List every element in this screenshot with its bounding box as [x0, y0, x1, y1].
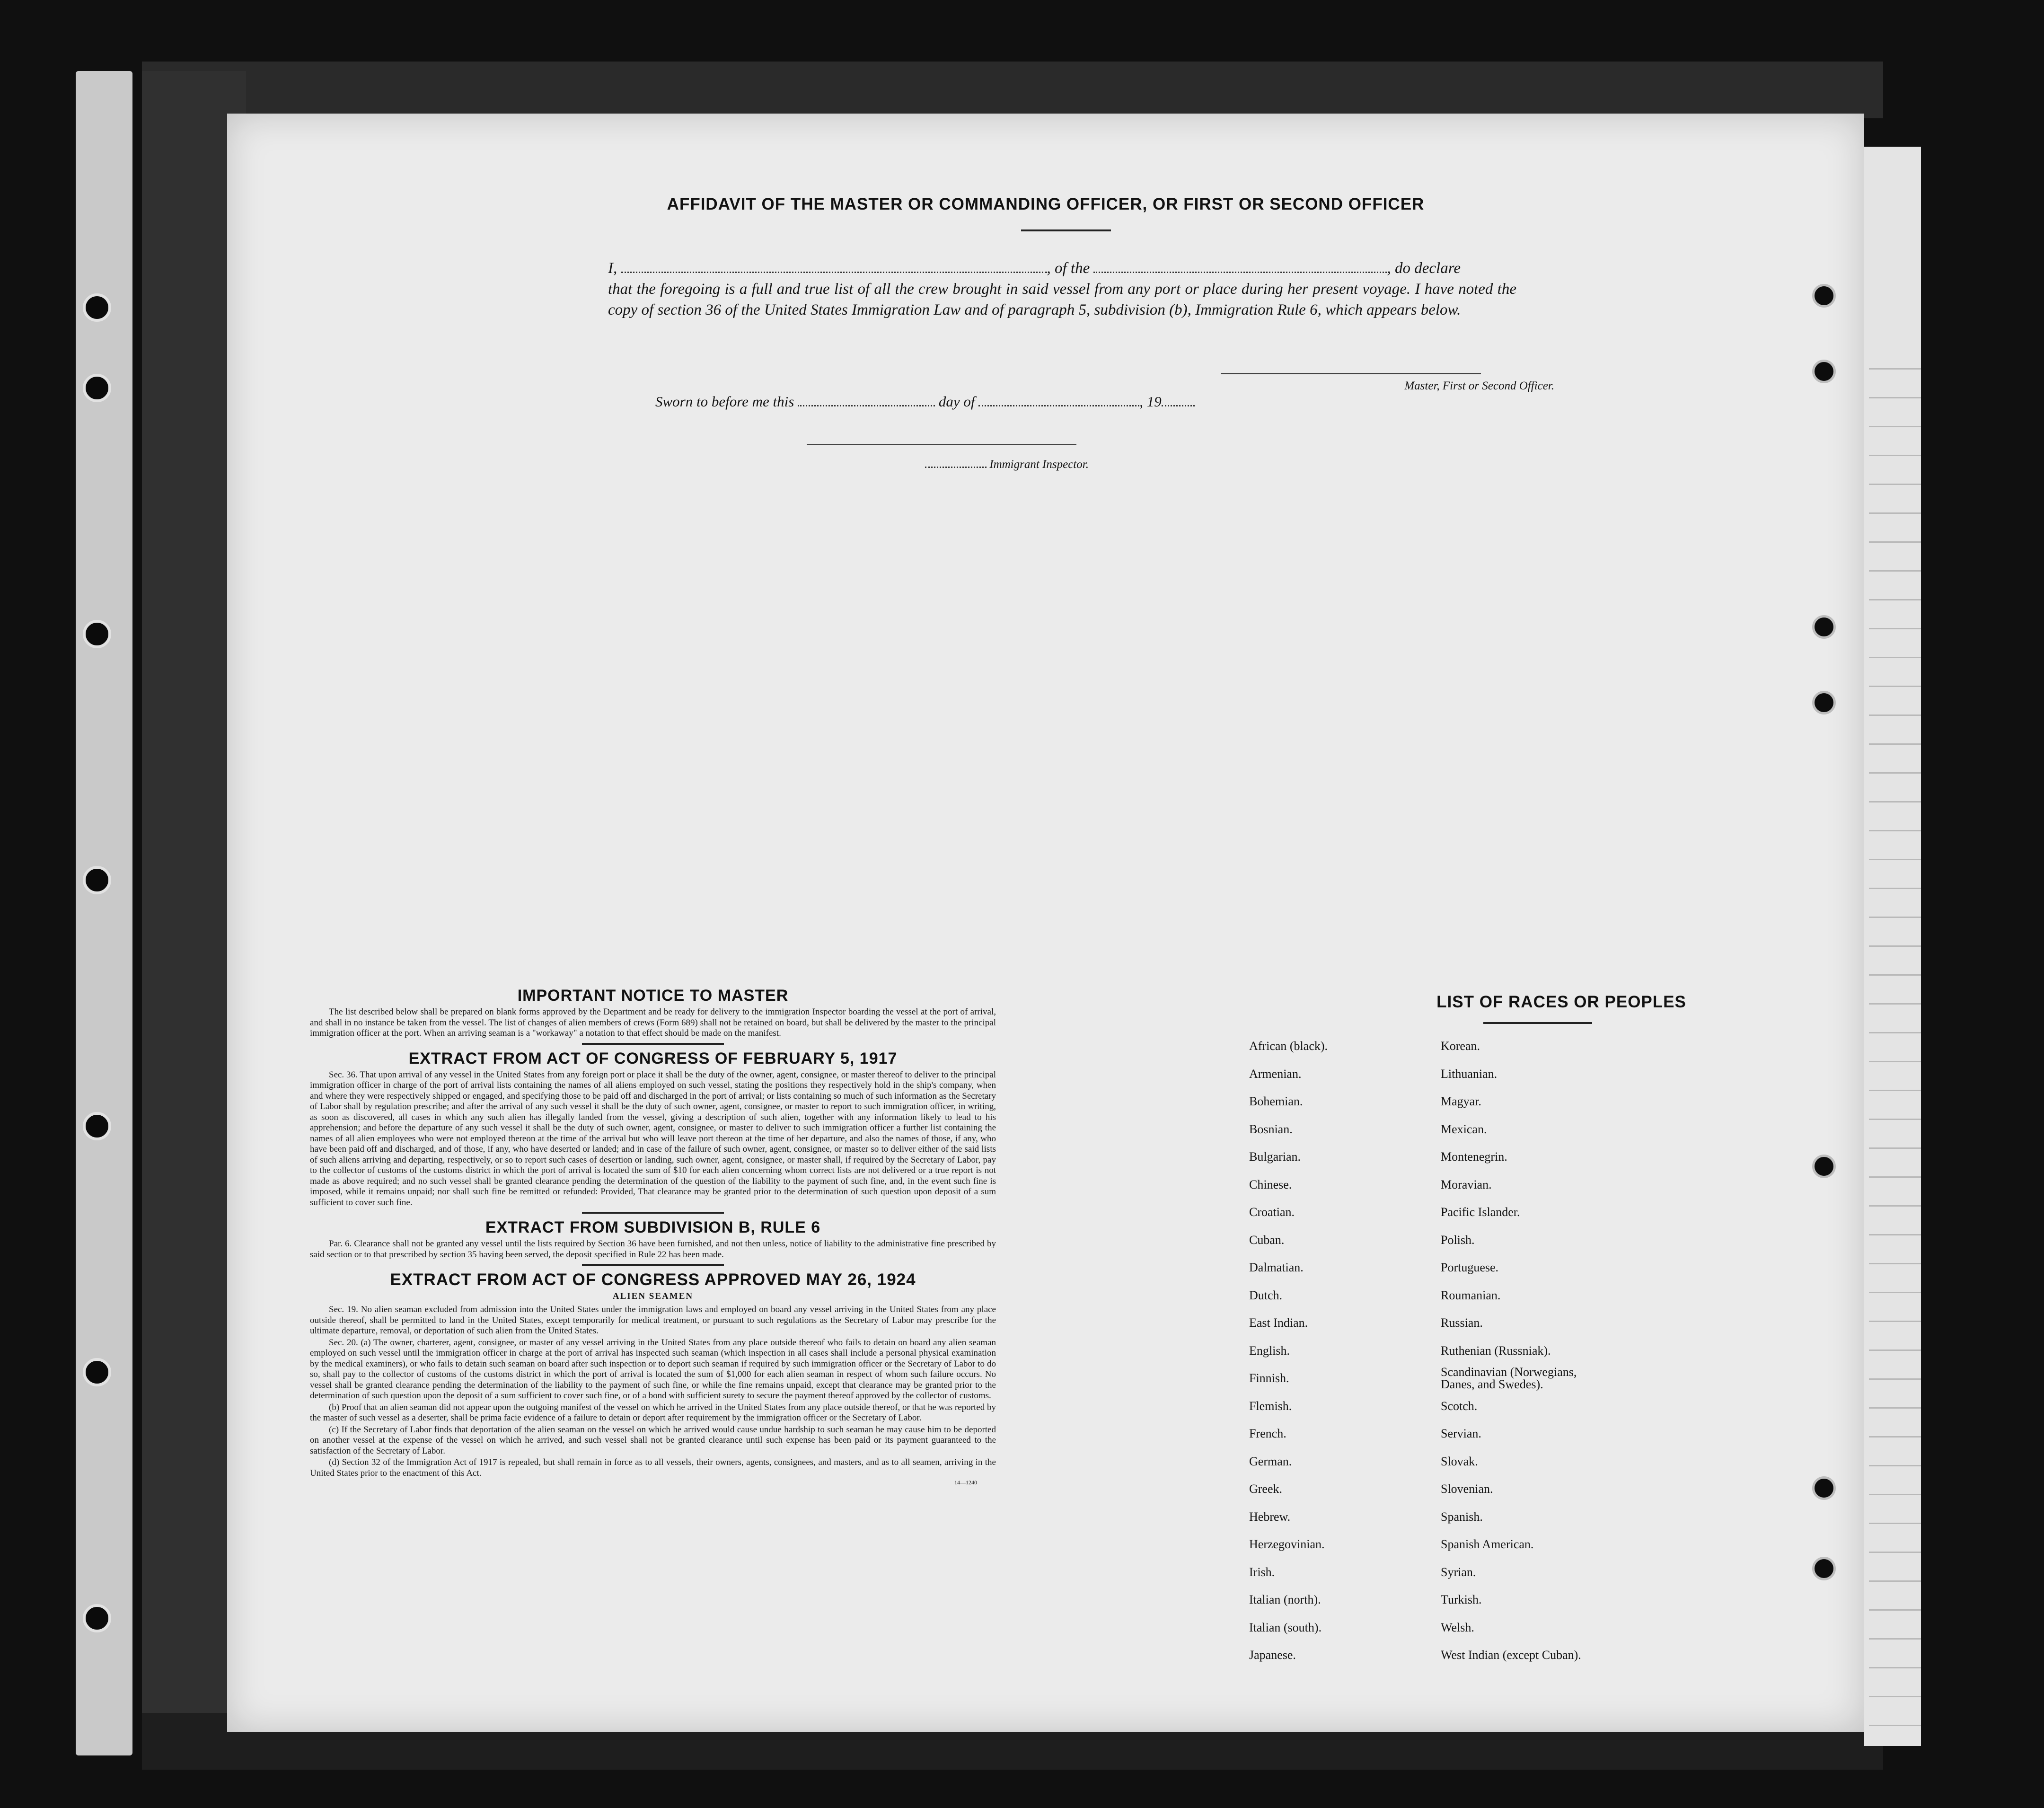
races-title: LIST OF RACES OR PEOPLES — [1436, 993, 1686, 1011]
races-title-rule — [1483, 1022, 1592, 1024]
sworn-year-field[interactable] — [1162, 392, 1195, 406]
race-item: Slovenian. — [1441, 1482, 1493, 1496]
notice-column — [310, 987, 996, 1486]
race-item: Mexican. — [1441, 1122, 1487, 1136]
punch-hole — [1812, 615, 1836, 639]
sworn-day-field[interactable] — [798, 392, 935, 406]
race-item: Russian. — [1441, 1316, 1483, 1330]
race-item: Chinese. — [1249, 1177, 1292, 1191]
sworn-year-label: , 19 — [1139, 393, 1162, 410]
race-item: Spanish. — [1441, 1509, 1483, 1524]
race-item: Welsh. — [1441, 1620, 1474, 1634]
sworn-line — [655, 392, 1195, 410]
race-item: German. — [1249, 1454, 1292, 1468]
inspector-signature-line[interactable] — [807, 444, 1076, 445]
race-item: Greek. — [1249, 1482, 1283, 1496]
extract-rule6-text: Par. 6. Clearance shall not be granted any vessel until the lists required by Section 36 have been furnished, and not then unless, notice of liability to the administrative fine prescribed by said section or to that prescribed by section 35 having been served, the deposit specified in Rule 22 has been made. — [310, 1239, 996, 1260]
manifest-page — [227, 114, 1864, 1732]
race-item: Syrian. — [1441, 1565, 1476, 1579]
binder-hole — [83, 293, 111, 322]
race-item: English. — [1249, 1343, 1290, 1358]
right-margin-holes — [1812, 284, 1841, 1703]
race-item: Flemish. — [1249, 1399, 1292, 1413]
sworn-month-field[interactable] — [978, 392, 1139, 406]
sec-20a-text: Sec. 20. (a) The owner, charterer, agent, consignee, or master of any vessel arriving in the United States from any place outside thereof who fails to detain on board any alien seaman employed on such vessel until the immigration officer in charge at the port of arrival has inspected such seaman (which inspection in all cases shall include a personal physical examination by the medical examiners), or who fails to detain such seaman on board after such inspection or to deport such seaman if required by such immigration officer or the Secretary of Labor to do so, shall pay to the collector of customs of the customs district in which the port of arrival is located the sum of $1,000 for each alien seaman in respect of whom such failure occurs. No vessel shall be granted clearance pending the determination of the liability to the payment of such fine, or while the fine remains unpaid, except that clearance may be granted prior to the determination of such question upon the deposit of a sum sufficient to cover such fine, or of a bond with sufficient surety to secure the payment thereof approved by the collector of customs. — [310, 1337, 996, 1401]
extract-1917-title: EXTRACT FROM ACT OF CONGRESS OF FEBRUARY 5, 1917 — [408, 1049, 898, 1067]
section-rule — [582, 1043, 724, 1045]
affidavit-i-label: I, — [608, 260, 617, 277]
vessel-name-field[interactable] — [1093, 258, 1387, 273]
race-item: Finnish. — [1249, 1371, 1289, 1385]
race-item: Croatian. — [1249, 1205, 1295, 1219]
sec-19-text: Sec. 19. No alien seaman excluded from admission into the United States under the immigration laws and employed on board any vessel arriving in the United States from any place outside thereof, shall be permitted to land in the United States, except temporarily for medical treatment, or pursuant to such regulations as the Secretary of Labor may prescribe for the ultimate departure, removal, or deportation of such alien from the United States. — [310, 1305, 996, 1336]
affidavit-text: that the foregoing is a full and true list of all the crew brought in said vessel from any port or place during her present voyage. I have noted the copy of section 36 of the United States Immigration Law and of paragraph 5, subdivision (b), Immigration Rule 6, which appears below. — [608, 281, 1516, 318]
alien-seamen-subtitle: ALIEN SEAMEN — [612, 1291, 694, 1301]
punch-hole — [1812, 691, 1836, 714]
sec-20d-text: (d) Section 32 of the Immigration Act of 1917 is repealed, but shall remain in force as to all vessels, their owners, agents, consignees, and masters, and as to all seamen, arriving in the United States prior to the enactment of this Act. — [310, 1457, 996, 1478]
extract-1924-title: EXTRACT FROM ACT OF CONGRESS APPROVED MAY 26, 1924 — [390, 1270, 916, 1289]
section-rule — [582, 1264, 724, 1266]
sworn-day-of-label: day of — [938, 393, 975, 410]
sec-20b-text: (b) Proof that an alien seaman did not appear upon the outgoing manifest of the vessel on which he arrived in the United States from any place outside thereof, or that he was reported by the master of such vessel as a deserter, shall be prima facie evidence of a failure to detain or deport after requirement by the immigration officer or the Secretary of Labor. — [310, 1402, 996, 1423]
form-number: 14—1240 — [954, 1479, 977, 1486]
race-item: Italian (north). — [1249, 1593, 1321, 1606]
ledger-lines — [1869, 341, 1921, 1741]
race-item: African (black). — [1249, 1039, 1328, 1053]
race-item: Portuguese. — [1441, 1261, 1499, 1274]
race-item: Slovak. — [1441, 1454, 1478, 1468]
inspector-name-field[interactable] — [925, 453, 987, 468]
race-item: Korean. — [1441, 1039, 1480, 1053]
race-item: Lithuanian. — [1441, 1067, 1498, 1081]
sec-20c-text: (c) If the Secretary of Labor finds that deportation of the alien seaman on the vessel on which he arrived would cause undue hardship to such seaman he may cause him to be deported on another vessel at the expense of the vessel on which he arrived, and such vessel shall not be granted clearance until such expense has been paid or its payment guaranteed to the satisfaction of the Secretary of Labor. — [310, 1424, 996, 1456]
race-item: Bohemian. — [1249, 1094, 1303, 1108]
scan-frame-top — [142, 62, 1883, 118]
affidavit-title: AFFIDAVIT OF THE MASTER OR COMMANDING OFFICER, OR FIRST OR SECOND OFFICER — [667, 195, 1425, 213]
notice-title: IMPORTANT NOTICE TO MASTER — [517, 987, 789, 1005]
of-the-label: , of the — [1047, 260, 1090, 277]
signature-line[interactable] — [1221, 373, 1481, 374]
extract-1917-text: Sec. 36. That upon arrival of any vessel in the United States from any foreign port or place it shall be the duty of the owner, agent, consignee, or master thereof to deliver to the principal immigration officer in charge of the port of arrival lists containing the names of all aliens employed on such vessel, stating the positions they respectively hold in the ship's company, when and where they were respectively shipped or engaged, and specifying those to be paid off and discharged in the port of arrival; or lists containing so much of such information as the Secretary of Labor shall by regulation prescribe; and after the arrival of any such vessel it shall be the duty of such owner, agent, consignee, or master to report to such immigration officer, in writing, as soon as discovered, all cases in which any such alien has illegally landed from the vessel, giving a description of such alien, together with any information likely to lead to his apprehension; and before the departure of any such vessel it shall be the duty of such owner, agent, consignee, or master to deliver to such immigration officer a further list containing the names of all alien employees who were not employed thereon at the time of the arrival but who will leave port thereon at the time of her departure, and also the names of those, if any, who have been paid off and discharged, and of those, if any, who have deserted or landed; and in case of the failure of such owner, agent, consignee, or master so to deliver either of the said lists of such aliens arriving and departing, respectively, or so to report such cases of desertion or landing, such owner, agent, consignee, or master shall, if required by the Secretary of Labor, pay to the collector of customs of the customs district in which the port of arrival is located the sum of $10 for each alien concerning whom correct lists are not delivered or a true report is not made as above required; and no such vessel shall be granted clearance pending the determination of the question of the liability to the payment of such fine, and, in the event such fine is imposed, while it remains unpaid; nor shall such fine be remitted or refunded: Provided, That clearance may be granted prior to the determination of such question upon deposit of a sum sufficient to cover such fine. — [310, 1069, 996, 1208]
do-declare-label: , do declare — [1387, 260, 1461, 277]
race-item: Herzegovinian. — [1249, 1537, 1325, 1551]
binder-hole — [83, 866, 111, 894]
extract-rule6-title: EXTRACT FROM SUBDIVISION B, RULE 6 — [485, 1218, 821, 1236]
inspector-caption-label: Immigrant Inspector. — [989, 458, 1089, 471]
race-item: West Indian (except Cuban). — [1441, 1648, 1581, 1662]
signature-caption: Master, First or Second Officer. — [1404, 379, 1554, 392]
race-item: Servian. — [1441, 1427, 1481, 1440]
race-item: Italian (south). — [1249, 1620, 1322, 1634]
binder-hole — [83, 1604, 111, 1632]
binder-hole — [83, 374, 111, 402]
binder-holes — [83, 71, 116, 1755]
title-rule — [1021, 229, 1111, 231]
affidavit-body — [608, 258, 1516, 320]
punch-hole — [1812, 1476, 1836, 1500]
race-item: Bosnian. — [1249, 1122, 1293, 1136]
master-name-field[interactable] — [621, 258, 1047, 273]
punch-hole — [1812, 1155, 1836, 1178]
race-item: East Indian. — [1249, 1316, 1308, 1330]
race-item: Scotch. — [1441, 1399, 1478, 1413]
binder-hole — [83, 620, 111, 648]
punch-hole — [1812, 284, 1836, 308]
race-item: Armenian. — [1249, 1067, 1302, 1081]
section-rule — [582, 1212, 724, 1214]
race-item: Montenegrin. — [1441, 1150, 1507, 1164]
binder-hole — [83, 1358, 111, 1386]
sworn-prefix: Sworn to before me this — [655, 393, 794, 410]
race-item: Polish. — [1441, 1233, 1475, 1247]
race-item: Magyar. — [1441, 1094, 1481, 1108]
race-item: Dutch. — [1249, 1288, 1283, 1302]
race-item: Pacific Islander. — [1441, 1205, 1520, 1219]
race-item: Turkish. — [1441, 1593, 1482, 1606]
race-item: Moravian. — [1441, 1177, 1492, 1191]
race-item: Bulgarian. — [1249, 1150, 1301, 1164]
race-item: Hebrew. — [1249, 1509, 1291, 1524]
inspector-caption — [925, 453, 1089, 471]
race-item: Dalmatian. — [1249, 1261, 1304, 1274]
race-item: Cuban. — [1249, 1233, 1285, 1247]
race-item: Ruthenian (Russniak). — [1441, 1343, 1551, 1358]
race-item: Irish. — [1249, 1565, 1275, 1579]
race-item: Japanese. — [1249, 1648, 1296, 1662]
race-item: Scandinavian (Norwegians, Danes, and Swedes). — [1441, 1365, 1577, 1391]
notice-text: The list described below shall be prepared on blank forms approved by the Department and be ready for delivery to the immigration Inspector boarding the vessel at the port of arrival, and shall in no instance be taken from the vessel. The list of changes of alien members of crews (Form 689) shall not be retained on board, but shall be delivered by the master to the principal immigration officer at the port. When an arriving seaman is a "workaway" a notation to that effect should be made on the manifest. — [310, 1007, 996, 1038]
punch-hole — [1812, 1557, 1836, 1580]
race-item: French. — [1249, 1427, 1286, 1440]
race-item: Spanish American. — [1441, 1537, 1534, 1551]
binder-hole — [83, 1112, 111, 1140]
race-item: Roumanian. — [1441, 1288, 1501, 1302]
punch-hole — [1812, 360, 1836, 383]
